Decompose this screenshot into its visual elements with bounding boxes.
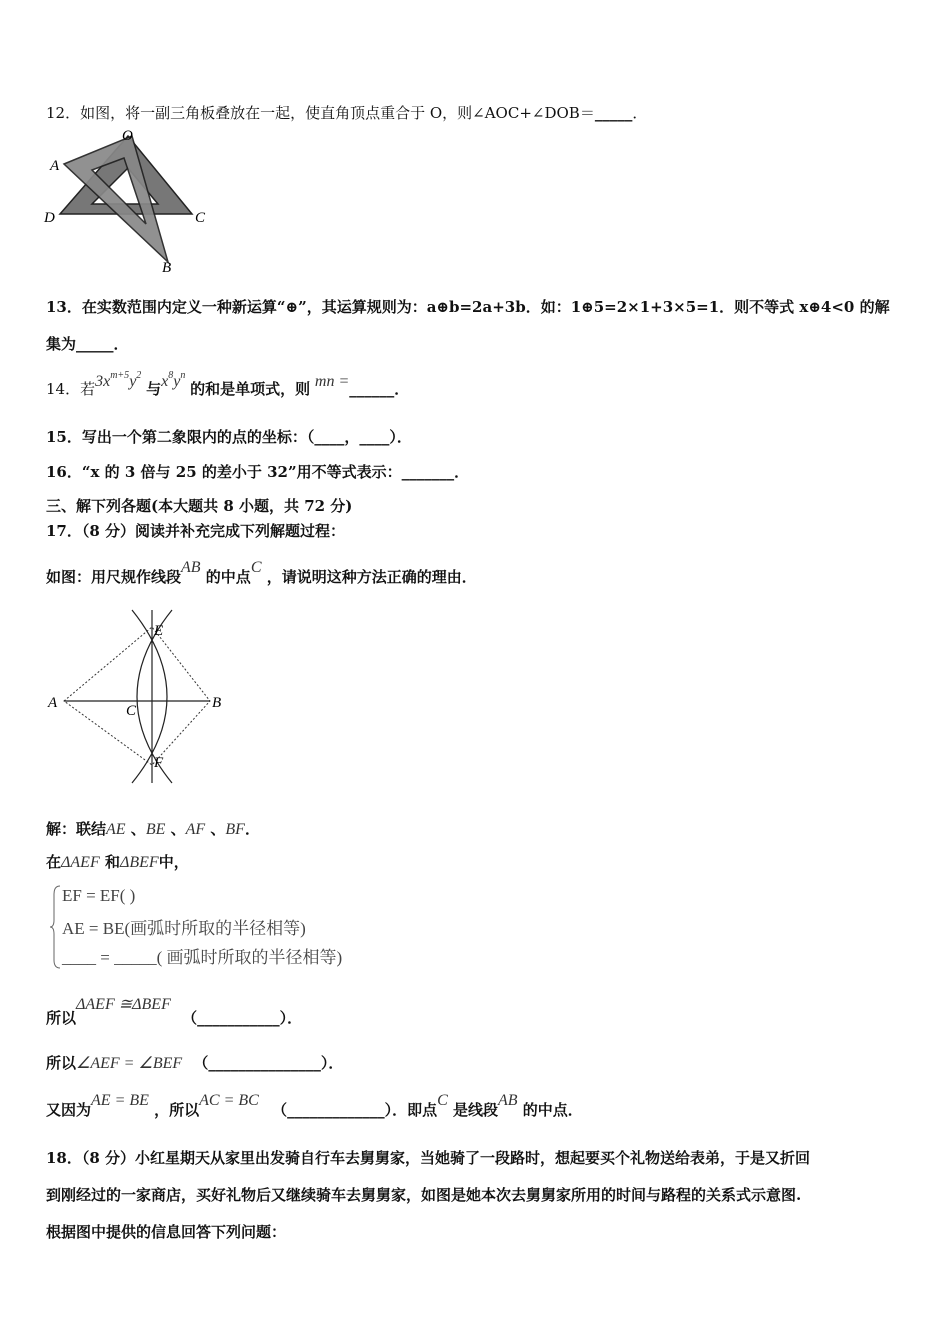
q17-header: 17．（8 分）阅读并补充完成下列解题过程： <box>46 522 346 540</box>
q14-blank: ______ <box>349 380 395 398</box>
q17-intro-mid: 的中点 <box>205 568 251 586</box>
q12-text-post: ． <box>632 104 648 122</box>
seg-AF: AF <box>185 821 206 838</box>
q17-last-end: 的中点． <box>522 1101 583 1119</box>
seg-BE: BE <box>145 821 166 838</box>
q17-tri-and: 和 <box>104 853 120 871</box>
q17-solution <box>46 818 260 839</box>
label-E-17: E <box>154 623 164 639</box>
q17-sep-3: 、 <box>210 820 226 838</box>
q14-term2-base: x <box>161 373 169 390</box>
tri-BEF: ΔBEF <box>119 854 159 871</box>
label-D: D <box>44 210 55 226</box>
label-B: B <box>162 260 172 276</box>
q17-equation-system <box>50 884 390 970</box>
brace <box>50 884 62 970</box>
label-C-17: C <box>126 703 137 719</box>
tri-AEF: ΔAEF <box>61 854 100 871</box>
label-F-17: F <box>154 755 164 771</box>
q12-text <box>46 102 647 123</box>
q17-last-mid: ，所以 <box>154 1101 200 1119</box>
q18-line2: 到刚经过的一家商店，买好礼物后又继续骑车去舅舅家，如图是她本次去舅舅家所用的时间与路程的关系式示意图. <box>46 1186 802 1204</box>
seg-BF: BF <box>225 821 245 838</box>
q17-cong-expr: ΔAEF ≅ΔBEF <box>76 996 171 1013</box>
q17-last-pre: 又因为 <box>46 1101 92 1119</box>
q12-text-pre: 12．如图，将一副三角板叠放在一起，使直角顶点重合于 O，则∠AOC+∠DOB＝ <box>46 104 595 122</box>
q13-blank: _____ <box>76 335 114 353</box>
q17-last-pt: C <box>437 1092 448 1109</box>
q17-pt: C <box>250 559 262 576</box>
label-A: A <box>50 158 60 174</box>
q13-line1: 13．在实数范围内定义一种新运算“⊕”，其运算规则为：a⊕b=2a+3b．如：1⊕5=2×1+3×5=1．则不等式 x⊕4<0 的解 <box>46 298 890 316</box>
q17-tri-pre: 在 <box>46 853 62 871</box>
q17-intro-post: ，请说明这种方法正确的理由． <box>266 568 477 586</box>
q14-prefix: 14．若 <box>46 380 96 398</box>
q16-text: 16．“x 的 3 倍与 25 的差小于 32”用不等式表示：_______． <box>46 463 470 481</box>
sys-row-3: ____ = _____( 画弧时所取的半径相等) <box>62 948 343 967</box>
q17-tri-post: 中， <box>158 853 189 871</box>
section3-title: 三、解下列各题(本大题共 8 小题，共 72 分) <box>46 497 353 515</box>
q15-text: 15．写出一个第二象限内的点的坐标：（____，____）． <box>46 428 412 446</box>
q14-term1-exp1: m+5 <box>110 370 130 381</box>
q17-cong-pre: 所以 <box>46 1009 77 1027</box>
label-A-17: A <box>48 695 58 711</box>
q17-last-expr1: AE = BE <box>91 1092 149 1109</box>
seg-AE: AE <box>106 821 126 838</box>
label-C: C <box>195 210 206 226</box>
sys-row-2: AE = BE(画弧时所取的半径相等) <box>62 919 306 938</box>
q17-sol-pre: 解：联结 <box>46 820 107 838</box>
label-O: O <box>122 128 133 144</box>
q14-end: ． <box>394 380 410 398</box>
q17-intro <box>46 556 477 586</box>
q17-last <box>46 1089 583 1119</box>
q14-text <box>46 370 410 398</box>
q14-term1-base: 3x <box>95 373 111 390</box>
label-B-17: B <box>212 695 222 711</box>
q12-triangles-figure <box>40 128 220 276</box>
q17-cong-blank: （___________）． <box>182 1009 303 1027</box>
q14-text-mid: 的和是单项式，则 <box>190 380 311 398</box>
q17-seg: AB <box>181 559 201 576</box>
q17-last-seg: AB <box>498 1092 518 1109</box>
q14-mid: 与 <box>146 380 162 398</box>
q17-intro-pre: 如图：用尺规作线段 <box>46 568 182 586</box>
q17-sep-1: 、 <box>130 820 146 838</box>
q17-angles <box>46 1052 343 1073</box>
q13-line2 <box>46 333 129 354</box>
q17-ang-blank: （_______________）． <box>193 1054 344 1072</box>
sys-row-1: EF = EF( ) <box>62 886 136 905</box>
q17-sep-2: 、 <box>170 820 186 838</box>
q17-last-blank: （_____________）．即点 <box>272 1101 438 1119</box>
q14-term1-exp2: 2 <box>136 370 142 381</box>
q18-line1: 18．（8 分）小红星期天从家里出发骑自行车去舅舅家，当她骑了一段路时，想起要买个礼物送给表弟，于是又折回 <box>46 1149 811 1167</box>
q17-last-mid2: 是线段 <box>453 1101 499 1119</box>
q14-expr: mn = <box>314 373 350 390</box>
q17-sol-end: ． <box>244 820 260 838</box>
q12-blank: _____ <box>594 104 633 122</box>
q17-ang-expr: ∠AEF = ∠BEF <box>76 1055 183 1072</box>
q17-construction-figure <box>42 605 242 785</box>
q14-term2-exp1: 8 <box>168 370 174 381</box>
q17-congruent <box>46 993 303 1027</box>
q17-triangles <box>46 851 189 872</box>
q14-term2 <box>161 370 186 390</box>
q14-term1-y: y <box>129 373 137 390</box>
q14-term1 <box>95 370 142 390</box>
q13-line2-post: ． <box>113 335 129 353</box>
q13-line2-pre: 集为 <box>46 335 77 353</box>
q18-line3: 根据图中提供的信息回答下列问题： <box>46 1223 287 1241</box>
q17-last-expr2: AC = BC <box>199 1092 259 1109</box>
q14-term2-exp2: n <box>180 370 186 381</box>
q14-term2-y: y <box>173 373 181 390</box>
q17-ang-pre: 所以 <box>46 1054 77 1072</box>
